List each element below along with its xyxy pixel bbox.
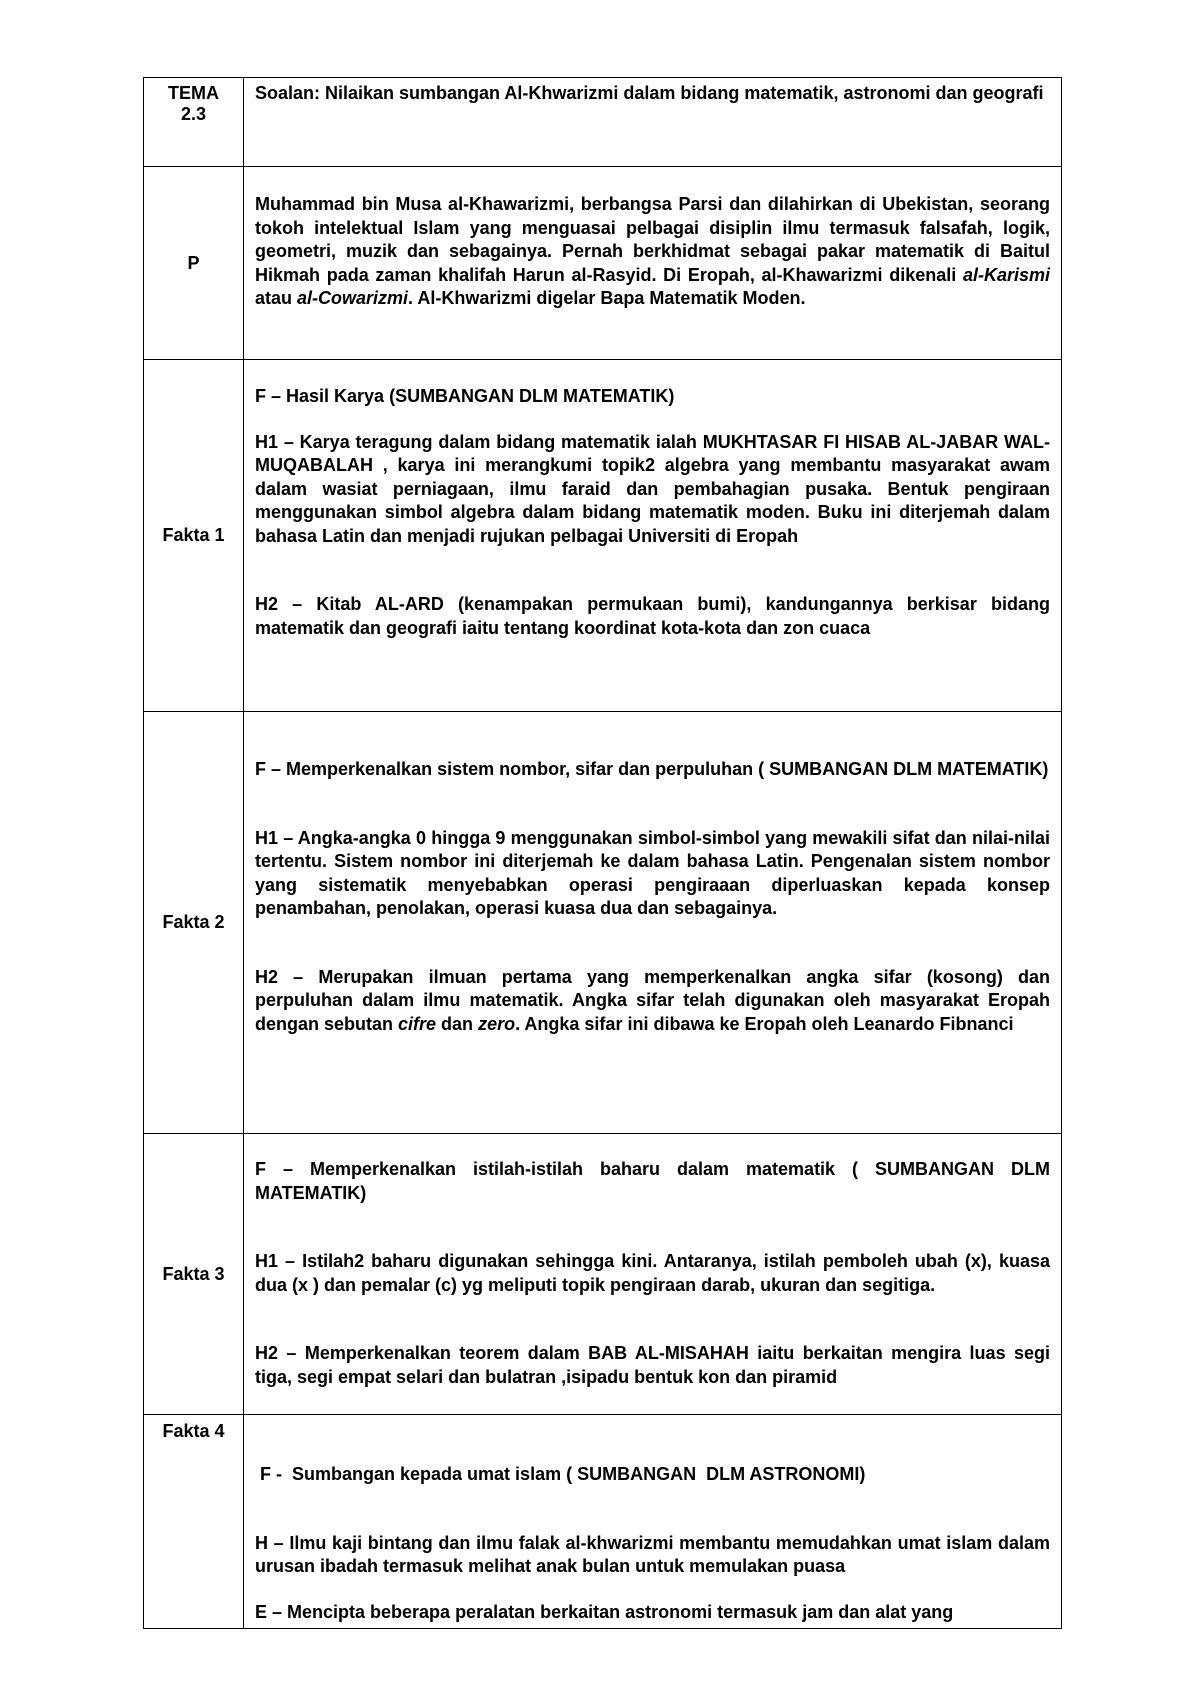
tema-label-cell: [144, 78, 244, 167]
fakta2-h2-em2: zero: [478, 1013, 516, 1034]
fakta4-e: E – Mencipta beberapa peralatan berkaitan astronomi termasuk jam dan alat yang: [255, 1601, 954, 1622]
intro-row: [144, 167, 1062, 360]
fakta1-h1: H1 – Karya teragung dalam bidang matematik ialah MUKHTASAR FI HISAB AL-JABAR WAL- MUQABALAH , karya ini merangkumi topik2 algebra yang membantu masyarakat awam dalam wasiat perniagaan, ilmu faraid dan pembahagian pusaka. Bentuk pengiraan menggunakan simbol algebra dalam bidang matematik moden. Buku ini diterjemah dalam bahasa Latin dan menjadi rujukan pelbagai Universiti di Eropah: [255, 431, 1050, 546]
fakta3-cell: [244, 1134, 1062, 1415]
fakta1-content: [244, 360, 1061, 640]
question-cell: [244, 78, 1062, 167]
tema-label: TEMA 2.3: [168, 83, 219, 124]
fakta2-content: [244, 712, 1061, 1036]
fakta4-content: [244, 1415, 1061, 1624]
fakta4-row: [144, 1415, 1062, 1629]
fakta4-label: Fakta 4: [162, 1421, 225, 1441]
fakta1-row: [144, 360, 1062, 712]
header-row: [144, 78, 1062, 167]
fakta1-h2: H2 – Kitab AL-ARD (kenampakan permukaan bumi), kandungannya berkisar bidang matematik dan geografi iaitu tentang koordinat kota-kota dan zon cuaca: [255, 594, 1050, 638]
fakta2-h2-a: H2 – Merupakan ilmuan pertama yang memperkenalkan angka sifar (kosong) dan perpuluhan dalam ilmu matematik. Angka sifar telah digunakan oleh masyarakat Eropah dengan sebutan: [255, 966, 1050, 1034]
fakta4-h: H – Ilmu kaji bintang dan ilmu falak al-khwarizmi membantu memudahkan umat islam dalam urusan ibadah termasuk melihat anak bulan untuk memulakan puasa: [255, 1532, 1050, 1576]
fakta2-cell: [244, 712, 1062, 1134]
fakta3-f: F – Memperkenalkan istilah-istilah baharu dalam matematik ( SUMBANGAN DLM MATEMATIK): [255, 1159, 1050, 1203]
fakta2-h2-c: . Angka sifar ini dibawa ke Eropah oleh Leanardo Fibnanci: [515, 1013, 1014, 1034]
fakta4-f: F - Sumbangan kepada umat islam ( SUMBANGAN DLM ASTRONOMI): [255, 1464, 866, 1484]
intro-text-a: Muhammad bin Musa al-Khawarizmi, berbangsa Parsi dan dilahirkan di Ubekistan, seorang tokoh intelektual Islam yang menguasai pelbagai disiplin ilmu termasuk falsafah, logik, geometri, muzik dan sebagainya. Pernah berkhidmat sebagai pakar matematik di Baitul Hikmah pada zaman khalifah Harun al-Rasyid. Di Eropah, al-Khawarizmi dikenali: [255, 194, 1050, 285]
fakta2-h2: [255, 966, 1050, 1037]
fakta3-label: Fakta 3: [162, 1263, 225, 1284]
intro-cell: [244, 167, 1062, 360]
fakta3-row: [144, 1134, 1062, 1415]
fakta2-label-cell: [144, 712, 244, 1134]
fakta1-label-cell: [144, 360, 244, 712]
fakta2-h2-b: dan: [436, 1013, 479, 1034]
fakta4-label-cell: [144, 1415, 244, 1629]
fakta1-label: Fakta 1: [162, 525, 225, 545]
fakta3-content: [244, 1134, 1061, 1389]
fakta1-f: F – Hasil Karya (SUMBANGAN DLM MATEMATIK): [255, 386, 675, 406]
intro-text: [244, 167, 1061, 311]
fakta3-h1: H1 – Istilah2 baharu digunakan sehingga kini. Antaranya, istilah pemboleh ubah (x), kuasa dua (x ) dan pemalar (c) yg meliputi topik pengiraan darab, ukuran dan segitiga.: [255, 1251, 1050, 1295]
intro-text-b: atau: [255, 288, 298, 308]
fakta1-cell: [244, 360, 1062, 712]
fakta2-h2-em1: cifre: [398, 1013, 437, 1034]
fakta2-row: [144, 712, 1062, 1134]
intro-em-a: al-Karismi: [962, 264, 1050, 285]
intro-em-b: al-Cowarizmi: [297, 288, 409, 308]
intro-label-cell: [144, 167, 244, 360]
notes-table: [143, 77, 1062, 1629]
fakta2-label: Fakta 2: [162, 912, 225, 932]
intro-text-c: . Al-Khwarizmi digelar Bapa Matematik Moden.: [408, 288, 806, 308]
question-text: Soalan: Nilaikan sumbangan Al-Khwarizmi dalam bidang matematik, astronomi dan geografi: [255, 83, 1044, 103]
fakta4-cell: [244, 1415, 1062, 1629]
fakta2-h1: H1 – Angka-angka 0 hingga 9 menggunakan simbol-simbol yang mewakili sifat dan nilai-nilai tertentu. Sistem nombor ini diterjemah ke dalam bahasa Latin. Pengenalan sistem nombor yang sistematik menyebabkan operasi pengiraaan diperluaskan kepada konsep penambahan, penolakan, operasi kuasa dua dan sebagainya.: [255, 827, 1050, 918]
fakta2-f: F – Memperkenalkan sistem nombor, sifar dan perpuluhan ( SUMBANGAN DLM MATEMATIK): [255, 759, 1049, 779]
fakta3-label-cell: [144, 1134, 244, 1415]
intro-label: P: [187, 252, 200, 273]
fakta3-h2: H2 – Memperkenalkan teorem dalam BAB AL-MISAHAH iaitu berkaitan mengira luas segi tiga, segi empat selari dan bulatran ,isipadu bentuk kon dan piramid: [255, 1343, 1050, 1387]
